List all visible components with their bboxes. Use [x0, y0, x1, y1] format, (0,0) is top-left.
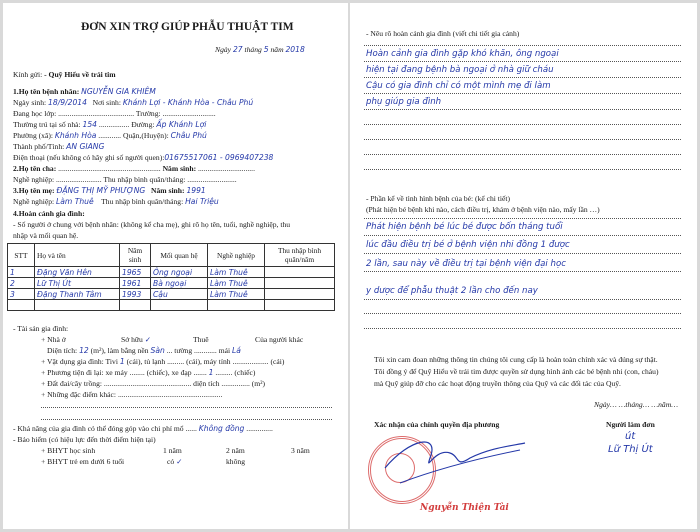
house-rent-option: Thuê — [193, 335, 209, 344]
patient-address-row: Thường trú tại số nhà: 154 ................ Đường: Ấp Khánh Lợi — [13, 120, 207, 129]
patient-dob-row: Ngày sinh: 18/9/2014 Nơi sinh: Khánh Lợi - Khánh Hòa - Châu Phú — [13, 98, 254, 107]
insurance-3-year: 3 năm — [291, 446, 310, 455]
family-detail-line: phụ giúp gia đình — [366, 97, 442, 107]
local-official-name: Nguyễn Thiện Tài — [420, 503, 509, 513]
insurance-child-label: + BHYT trẻ em dưới 6 tuổi — [41, 457, 125, 466]
col-name: Họ và tên — [35, 244, 120, 267]
family-detail-line: Hoàn cảnh gia đình gặp khó khăn, ông ngoại — [366, 49, 559, 59]
table-row — [8, 300, 335, 311]
col-job: Nghề nghiệp — [208, 244, 265, 267]
table-row: 3 Đặng Thanh Tâm 1993 Cậu Làm Thuê — [8, 289, 335, 300]
illness-line: y dược để phẫu thuật 2 lần cho đến nay — [366, 286, 538, 296]
form-page-left — [3, 3, 348, 529]
contribution-row: - Khả năng của gia đình có thể đóng góp vào chi phí mổ ...... Không đồng .............. — [13, 424, 273, 433]
household-table — [7, 243, 335, 311]
local-authority-label: Xác nhận của chính quyền địa phương — [374, 420, 500, 429]
family-intro-2: nhập và mối quan hệ. — [13, 231, 79, 240]
house-others-option: Của người khác — [255, 335, 304, 344]
house-area-row: Diện tích: 12 (m²), làm bằng nền Sàn ... tường ............ mái Lá — [47, 346, 241, 355]
house-own-option: Sở hữu ✓ — [121, 335, 152, 344]
blank-line — [364, 313, 681, 314]
blank-line — [364, 77, 681, 78]
applicant-signature: út — [625, 431, 636, 442]
transport-row: + Phương tiện đi lại: xe máy ........ (chiếc), xe đạp ....... 1 ......... (chiếc) — [41, 368, 256, 377]
insurance-2-year: 2 năm — [226, 446, 245, 455]
blank-line — [364, 253, 681, 254]
father-name-row: 2.Họ tên cha: ...................................................... Năm sinh: .............................. — [13, 164, 255, 173]
illness-hint: (Phát hiện bé bệnh khi nào, cách điều trị, khám ở bệnh viện nào, mấy lần …) — [366, 205, 600, 214]
other-features-row: + Những đặc điểm khác: ....................................................... — [41, 390, 223, 399]
illness-line: lúc đầu điều trị bé ở bệnh viện nhi đồng 1 được — [366, 240, 570, 250]
illness-line: Phát hiện bệnh bé lúc bé được bốn tháng tuổi — [366, 222, 563, 232]
family-detail-label: - Nêu rõ hoàn cảnh gia đình (viết chi tiết gia cảnh) — [366, 29, 520, 38]
patient-class-row: Đang học lớp: ........................................ Trường: ............................ — [13, 109, 216, 118]
applicant-label: Người làm đơn — [606, 420, 655, 429]
family-detail-line: hiện tại đang bệnh bà ngoại ở nhà giữ cháu — [366, 65, 554, 75]
form-page-right — [350, 3, 697, 529]
house-label: + Nhà ở — [41, 335, 66, 344]
col-birth: Năm sinh — [120, 244, 151, 267]
form-title: ĐƠN XIN TRỢ GIÚP PHẪU THUẬT TIM — [81, 21, 294, 33]
col-income: Thu nhập bình quân/năm — [265, 244, 335, 267]
blank-line — [364, 328, 681, 329]
official-signature-icon — [380, 428, 530, 488]
blank-line — [364, 124, 681, 125]
insurance-heading: - Bảo hiểm (có hiệu lực đến thời điểm hiện tại) — [13, 435, 156, 444]
household-goods-row: + Vật dụng gia đình: Tivi 1 (cái), tủ lạnh ......... (cái), máy tính ................... (cái) — [41, 357, 285, 366]
patient-ward-row: Phường (xã): Khánh Hòa ............ Quận,(Huyện): Châu Phú — [13, 131, 207, 140]
check-icon: ✓ — [144, 335, 152, 344]
blank-line — [41, 419, 332, 420]
blank-line — [364, 93, 681, 94]
blank-line — [364, 169, 681, 170]
check-icon: ✓ — [176, 457, 183, 466]
land-row: + Đất đai/cây trồng: .............................................. diện tích ............... (m²) — [41, 379, 266, 388]
blank-line — [41, 407, 332, 408]
blank-line — [364, 139, 681, 140]
patient-name-row: 1.Họ tên bệnh nhân: NGUYỄN GIA KHIÊM — [13, 87, 156, 96]
family-detail-line: Cậu có gia đình chỉ có một mình mẹ đi làm — [366, 81, 551, 91]
blank-line — [364, 218, 681, 219]
patient-phone-row: Điện thoại (nếu không có hãy ghi số người quen):01675517061 - 0969407238 — [13, 153, 274, 162]
family-heading: 4.Hoàn cảnh gia đình: — [13, 209, 85, 218]
family-intro: - Số người ở chung với bệnh nhân: (không kể cha mẹ), ghi rõ họ tên, tuổi, nghề nghiệp, thu — [13, 220, 291, 229]
table-row: 1 Đặng Văn Hên 1965 Ông ngoại Làm Thuê — [8, 267, 335, 278]
blank-line — [364, 109, 681, 110]
recipient: Kính gửi: - Quỹ Hiểu về trái tim — [13, 70, 116, 79]
blank-line — [364, 299, 681, 300]
illness-label: - Phần kể về tình hình bệnh của bé: (kể chi tiết) — [366, 194, 511, 203]
table-row: 2 Lữ Thị Út 1961 Bà ngoại Làm Thuê — [8, 278, 335, 289]
illness-line: 2 lần, sau này về điều trị tại bệnh viện đại học — [366, 259, 566, 269]
patient-province-row: Thành phố/Tỉnh: AN GIANG — [13, 142, 105, 151]
assets-heading: - Tài sản gia đình: — [13, 324, 69, 333]
declaration-line: Tôi xin cam đoan những thông tin chúng tôi cung cấp là hoàn toàn chính xác và đúng sự thật. — [374, 355, 658, 364]
col-relation: Mối quan hệ — [151, 244, 208, 267]
blank-line — [364, 271, 681, 272]
blank-line — [364, 61, 681, 62]
mother-job-row: Nghề nghiệp: Làm Thuê Thu nhập bình quân/tháng: Hai Triệu — [13, 197, 219, 206]
insurance-student-label: + BHYT học sinh — [41, 446, 96, 455]
insurance-no: không — [226, 457, 245, 466]
insurance-1-year: 1 năm — [163, 446, 182, 455]
father-job-row: Nghề nghiệp: ........................ Thu nhập bình quân/tháng: .......................... — [13, 175, 237, 184]
blank-line — [364, 154, 681, 155]
declaration-line: Tôi đồng ý để Quỹ Hiểu về trái tim được quyền sử dụng hình ảnh các bé bệnh nhi (con, cháu) — [374, 367, 659, 376]
applicant-name: Lữ Thị Út — [608, 444, 653, 455]
declaration-line: mà Quỹ giúp đỡ cho các hoạt động truyền thông của Quỹ và các đối tác của Quỹ. — [374, 379, 621, 388]
form-date: Ngày 27 tháng 5 năm 2018 — [215, 45, 305, 54]
blank-line — [364, 235, 681, 236]
blank-line — [364, 45, 681, 46]
sign-date: Ngày… …tháng… …năm… — [594, 400, 678, 409]
mother-name-row: 3.Họ tên mẹ: ĐẶNG THỊ MỸ PHƯỢNG Năm sinh: 1991 — [13, 186, 206, 195]
insurance-yes: có ✓ — [167, 457, 183, 466]
col-stt: STT — [8, 244, 35, 267]
